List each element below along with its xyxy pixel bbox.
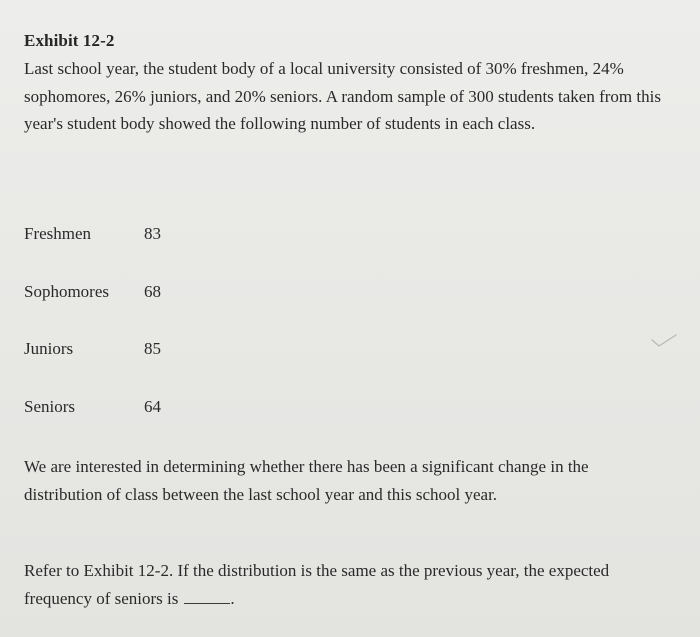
class-count: 83 [144,224,161,243]
class-count: 68 [144,282,161,301]
answer-blank [184,589,230,604]
question-end: . [230,589,235,608]
checkmark-icon [650,332,678,352]
class-label: Sophomores [24,282,109,301]
class-label: Freshmen [24,224,92,243]
interest-paragraph: We are interested in determining whether there has been a significant change in the distribution of class between the last school year and this school year. [24,457,589,504]
class-label: Juniors [24,339,74,358]
exhibit-title: Exhibit 12-2 [24,31,115,50]
question-text: Refer to Exhibit 12-2. If the distribution is the same as the previous year, the expected frequency of seniors is [24,561,610,608]
class-count: 64 [144,397,161,416]
class-label: Seniors [24,397,75,416]
class-count: 85 [144,339,161,358]
question-paragraph [24,557,674,613]
exhibit-intro-paragraph: Last school year, the student body of a local university consisted of 30% freshmen, 24% sophomores, 26% juniors, and 20% seniors. A random sample of 300 students taken from this year's student body showed the following number of students in each class. [24,59,661,133]
